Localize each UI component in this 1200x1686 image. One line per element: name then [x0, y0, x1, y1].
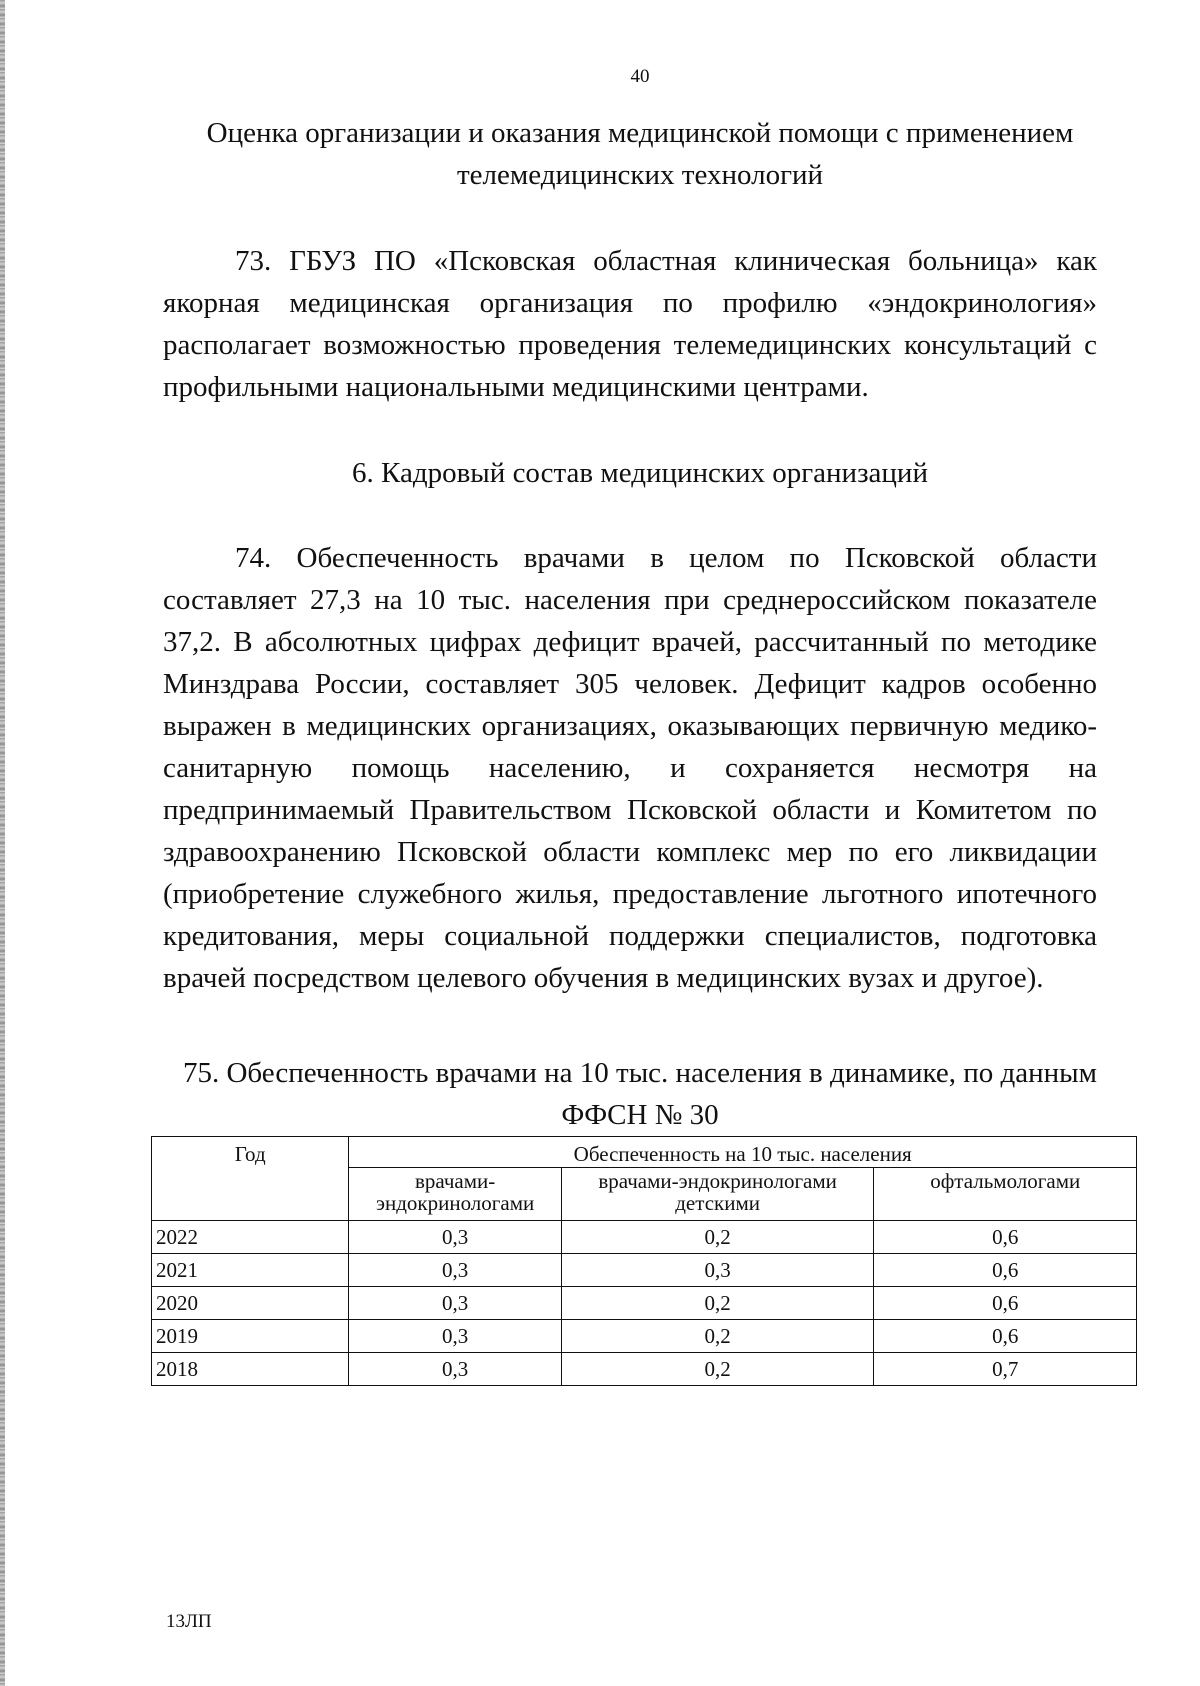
cell-year: 2019	[152, 1320, 349, 1353]
cell-value: 0,3	[349, 1320, 561, 1353]
cell-value: 0,2	[561, 1221, 874, 1254]
page-number: 40	[630, 66, 650, 87]
table-row	[152, 1221, 1137, 1254]
paragraph-75-line1: 75. Обеспеченность врачами на 10 тыс. населения в динамике, по данным	[182, 1057, 1098, 1089]
footer-code: 13ЛП	[166, 1611, 212, 1632]
cell-year: 2020	[152, 1287, 349, 1320]
section-heading-telemedicine: Оценка организации и оказания медицинской помощи с применением телемедицинских технологий	[206, 117, 1074, 191]
physician-ratio-table	[151, 1136, 1137, 1386]
header-ophthalmologists: офтальмологами	[874, 1168, 1137, 1221]
cell-value: 0,7	[874, 1353, 1137, 1386]
cell-value: 0,2	[561, 1353, 874, 1386]
table-header-row	[152, 1137, 1137, 1168]
paragraph-73-text: 73. ГБУЗ ПО «Псковская областная клиническая больница» как якорная медицинская организация по профилю «эндокринология» располагает возможностью проведения телемедицинских консультаций с профильными национальными медицинскими центрами.	[163, 245, 1097, 403]
cell-value: 0,3	[349, 1353, 561, 1386]
paragraph-73	[163, 240, 1097, 408]
header-pediatric-endocrinologists: врачами-эндокринологами детскими	[561, 1168, 874, 1221]
paragraph-75-line2: ФФСН № 30	[561, 1099, 719, 1131]
cell-value: 0,6	[874, 1221, 1137, 1254]
table-body	[152, 1221, 1137, 1386]
cell-value: 0,2	[561, 1320, 874, 1353]
header-endocrinologists: врачами-эндокринологами	[349, 1168, 561, 1221]
scan-edge	[0, 0, 5, 1686]
paragraph-74-text: 74. Обеспеченность врачами в целом по Псковской области составляет 27,3 на 10 тыс. населения при среднероссийском показателе 37,2. В абсолютных цифрах дефицит врачей, рассчитанный по методике Минздрава России, составляет 305 человек. Дефицит кадров особенно выражен в медицинских организациях, оказывающих первичную медико-санитарную помощь населению, и сохраняется несмотря на предпринимаемый Правительством Псковской области и Комитетом по здравоохранению Псковской области комплекс мер по его ликвидации (приобретение служебного жилья, предоставление льготного ипотечного кредитования, меры социальной поддержки специалистов, подготовка врачей посредством целевого обучения в медицинских вузах и другое).	[163, 542, 1097, 994]
paragraph-74	[163, 537, 1097, 999]
cell-value: 0,3	[349, 1254, 561, 1287]
cell-year: 2018	[152, 1353, 349, 1386]
cell-year: 2021	[152, 1254, 349, 1287]
cell-value: 0,2	[561, 1287, 874, 1320]
cell-value: 0,6	[874, 1287, 1137, 1320]
table-row	[152, 1287, 1137, 1320]
header-year: Год	[152, 1137, 349, 1221]
table-row	[152, 1254, 1137, 1287]
cell-year: 2022	[152, 1221, 349, 1254]
cell-value: 0,3	[349, 1221, 561, 1254]
cell-value: 0,3	[561, 1254, 874, 1287]
table-row	[152, 1320, 1137, 1353]
cell-value: 0,6	[874, 1254, 1137, 1287]
cell-value: 0,3	[349, 1287, 561, 1320]
table-row	[152, 1353, 1137, 1386]
cell-value: 0,6	[874, 1320, 1137, 1353]
section-heading-staffing: 6. Кадровый состав медицинских организаций	[352, 457, 928, 489]
header-group: Обеспеченность на 10 тыс. населения	[349, 1137, 1137, 1168]
paragraph-75	[150, 1052, 1130, 1136]
